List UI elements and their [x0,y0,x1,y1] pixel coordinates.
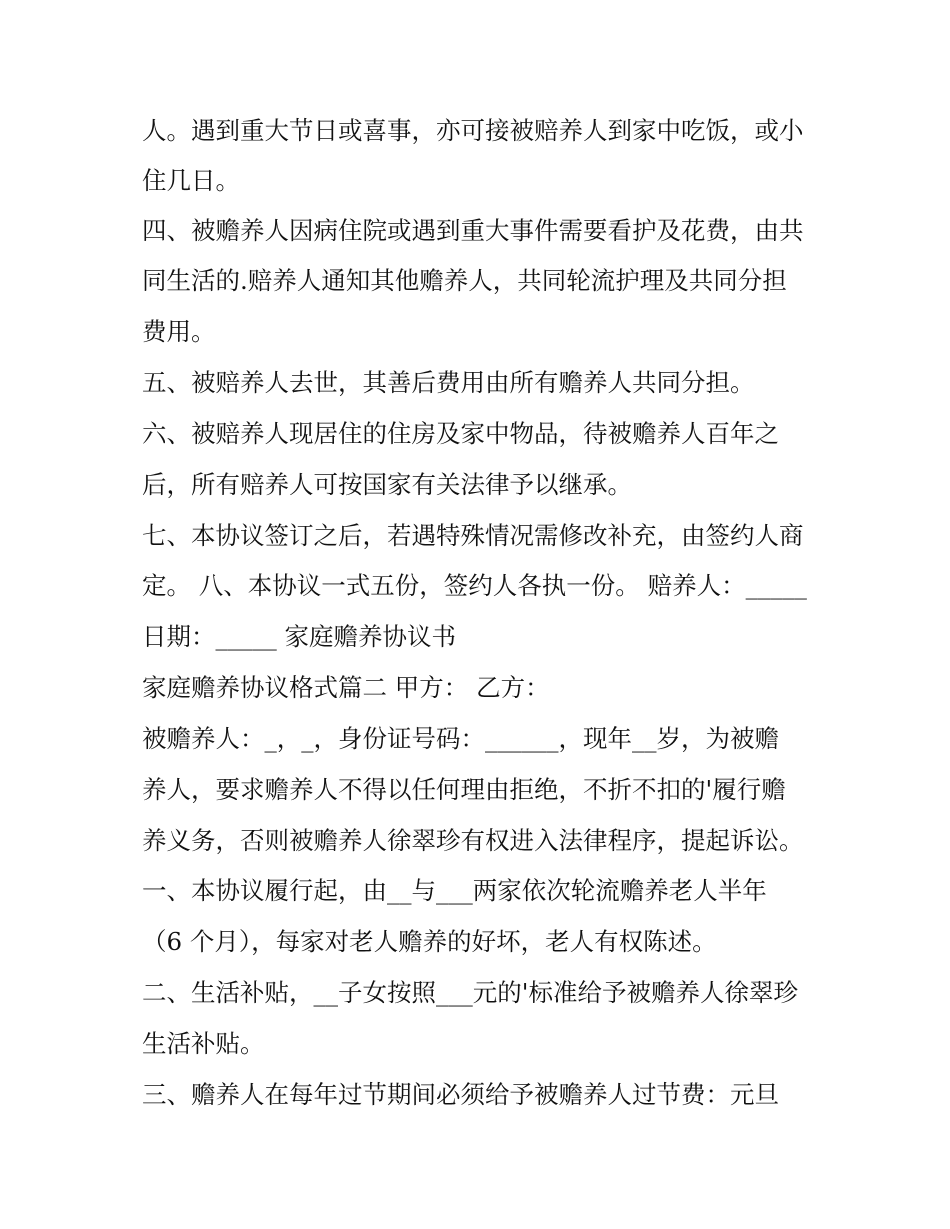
text-line: 二、生活补贴，__子女按照___元的'标准给予被赡养人徐翠珍 [142,978,798,1007]
text-line: 家庭赡养协议格式篇二 甲方： 乙方： [142,673,550,702]
text-line: 一、本协议履行起，由__与___两家依次轮流赡养老人半年 [142,876,767,905]
text-line: 四、被赡养人因病住院或遇到重大事件需要看护及花费，由共 [142,216,804,245]
text-line: 生活补贴。 [142,1029,265,1058]
text-line: 养人，要求赡养人不得以任何理由拒绝，不折不扣的'履行赡 [142,775,786,804]
text-line: 后，所有赔养人可按国家有关法律予以继承。 [142,470,632,499]
text-line: 人。遇到重大节日或喜事，亦可接被赔养人到家中吃饭，或小 [142,116,804,145]
text-line: 五、被赔养人去世，其善后费用由所有赡养人共同分担。 [142,368,755,397]
text-line: （6 个月），每家对老人赡养的好坏，老人有权陈述。 [142,927,717,956]
text-line: 养义务，否则被赡养人徐翠珍有权进入法律程序，提起诉讼。 [142,826,804,855]
text-line: 三、赡养人在每年过节期间必须给予被赡养人过节费：元旦 [142,1080,779,1109]
text-line: 日期：_____ 家庭赡养协议书 [142,622,457,651]
text-line: 住几日。 [142,166,240,195]
text-line: 同生活的.赔养人通知其他赡养人，共同轮流护理及共同分担 [142,266,787,295]
text-line: 费用。 [142,317,216,346]
text-line: 六、被赔养人现居住的住房及家中物品，待被赡养人百年之 [142,419,779,448]
text-line: 七、本协议签订之后，若遇特殊情况需修改补充，由签约人商 [142,521,804,550]
text-line: 定。 八、本协议一式五份，签约人各执一份。 赔养人：_____ [142,571,807,600]
text-line: 被赡养人：_，_，身份证号码：______，现年__岁，为被赡 [142,724,779,753]
